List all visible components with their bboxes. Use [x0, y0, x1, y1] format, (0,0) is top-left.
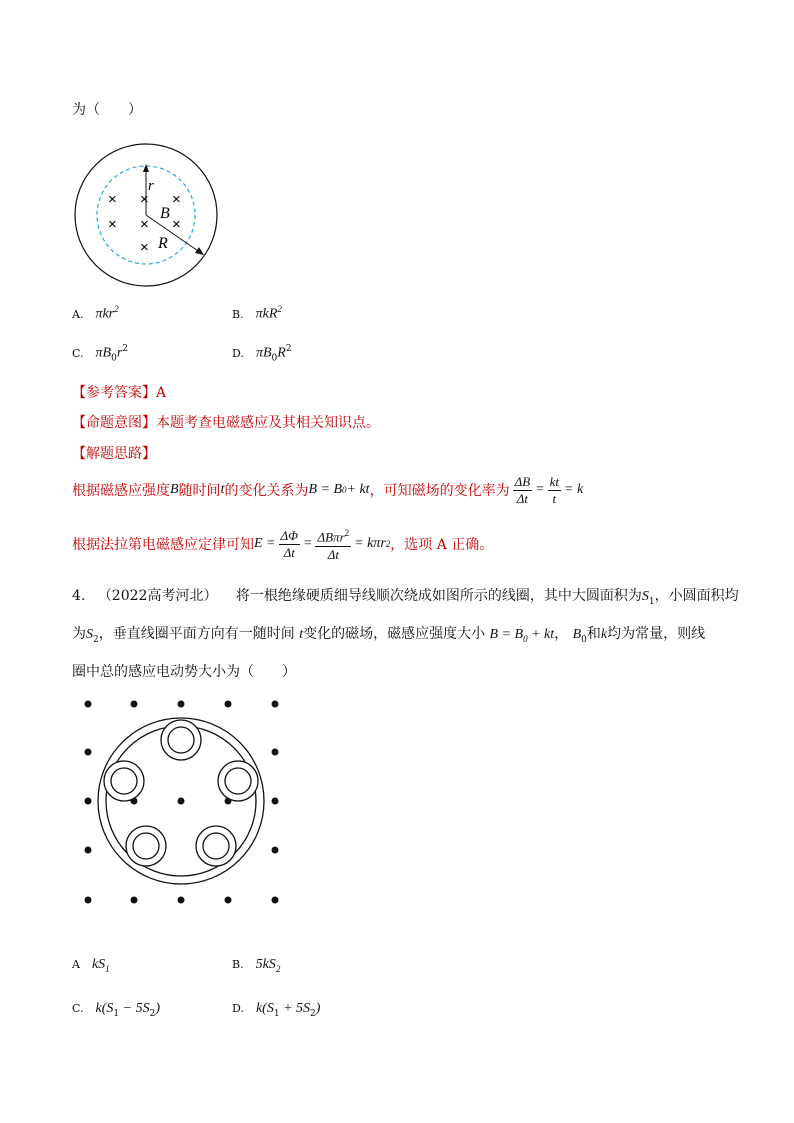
label-B: B	[160, 205, 170, 222]
fraction-dBpir2-dt: $\frac{\Delta B\pi r^2}{\Delta t}$	[315, 525, 351, 562]
fraction-kt-t: $\frac{kt}{t}$	[549, 473, 559, 506]
small-coil	[133, 833, 159, 859]
field-dot	[131, 701, 138, 708]
label-R: R	[158, 235, 168, 252]
cross-mark: ×	[108, 216, 117, 233]
field-dot	[85, 701, 92, 708]
small-coil	[225, 768, 251, 794]
field-dot	[272, 897, 279, 904]
field-dot	[85, 897, 92, 904]
q4-option-b[interactable]: B. $5kS_2$	[232, 957, 281, 974]
field-dot	[85, 847, 92, 854]
field-dot	[178, 897, 185, 904]
small-coil	[168, 727, 194, 753]
approach-line-2: 根据法拉第电磁感应定律可知 E = $\frac{\Delta\Phi}{\Delta t}$ = $\frac{\Delta B\pi r^2}{\Delta t}$ = kπr 2 ，选项 A 正确。	[72, 524, 493, 564]
field-dot	[178, 798, 185, 805]
q4-stem-line-1: 4. （2022高考河北） 将一根绝缘硬质细导线顺次绕成如图所示的线圈，其中大圆面积为$S_1$，小圆面积均	[72, 588, 739, 607]
q3-stem-tail: 为（ ）	[72, 102, 142, 118]
intent-line: 【命题意图】本题考查电磁感应及其相关知识点。	[72, 415, 380, 431]
approach-title: 【解题思路】	[72, 446, 156, 462]
radius-R-arrow	[195, 247, 204, 255]
q4-stem-line-2: 为$S_2$，垂直线圈平面方向有一随时间 t变化的磁场，磁感应强度大小 $B = B_0$ + kt， $B_0$和k均为常量，则线	[72, 626, 706, 645]
cross-mark: ×	[140, 216, 149, 233]
cross-mark: ×	[140, 239, 149, 256]
radius-r-arrow	[143, 164, 149, 172]
field-dot	[85, 798, 92, 805]
label-r: r	[148, 178, 154, 194]
fraction-dPhi-dt: $\frac{\Delta\Phi}{\Delta t}$	[280, 527, 299, 560]
q3-option-d[interactable]: D. $\pi B_0R^2$	[232, 344, 292, 364]
cross-mark: ×	[172, 191, 181, 208]
field-dot	[178, 701, 185, 708]
field-dot	[272, 749, 279, 756]
small-coil	[203, 833, 229, 859]
q4-option-c[interactable]: C. $k(S_1 - 5S_2)$	[72, 1001, 161, 1019]
q4-option-a[interactable]: A $kS_1$	[72, 957, 110, 974]
q3-option-a[interactable]: A. πkr$^2$	[72, 304, 119, 322]
cross-mark: ×	[172, 216, 181, 233]
field-dot	[225, 897, 232, 904]
cross-mark: ×	[108, 191, 117, 208]
q4-option-d[interactable]: D. $k(S_1 + 5S_2)$	[232, 1001, 321, 1019]
fraction-dB-dt: $\frac{\Delta B}{\Delta t}$	[514, 473, 531, 506]
field-dot	[85, 749, 92, 756]
field-dot	[272, 847, 279, 854]
field-dot	[225, 701, 232, 708]
small-coil	[111, 768, 137, 794]
q3-option-c[interactable]: C. $\pi B_0r^2$	[72, 344, 129, 364]
q4-coil-figure	[78, 694, 298, 910]
q3-figure	[70, 140, 230, 290]
field-dot	[131, 897, 138, 904]
q4-stem-line-3: 圈中总的感应电动势大小为（ ）	[72, 664, 296, 680]
answer-line: 【参考答案】A	[72, 385, 167, 401]
approach-line-1: 根据磁感应强度 B 随时间 t 的变化关系为 B = B 0 + kt ，可知磁场的变化率为 $\frac{\Delta B}{\Delta t}$ = $\frac{kt}{t}$ = k	[72, 473, 584, 506]
q3-option-b[interactable]: B. πkR$^2$	[232, 304, 282, 322]
field-dot	[272, 798, 279, 805]
field-dot	[272, 701, 279, 708]
cross-mark: ×	[140, 191, 149, 208]
